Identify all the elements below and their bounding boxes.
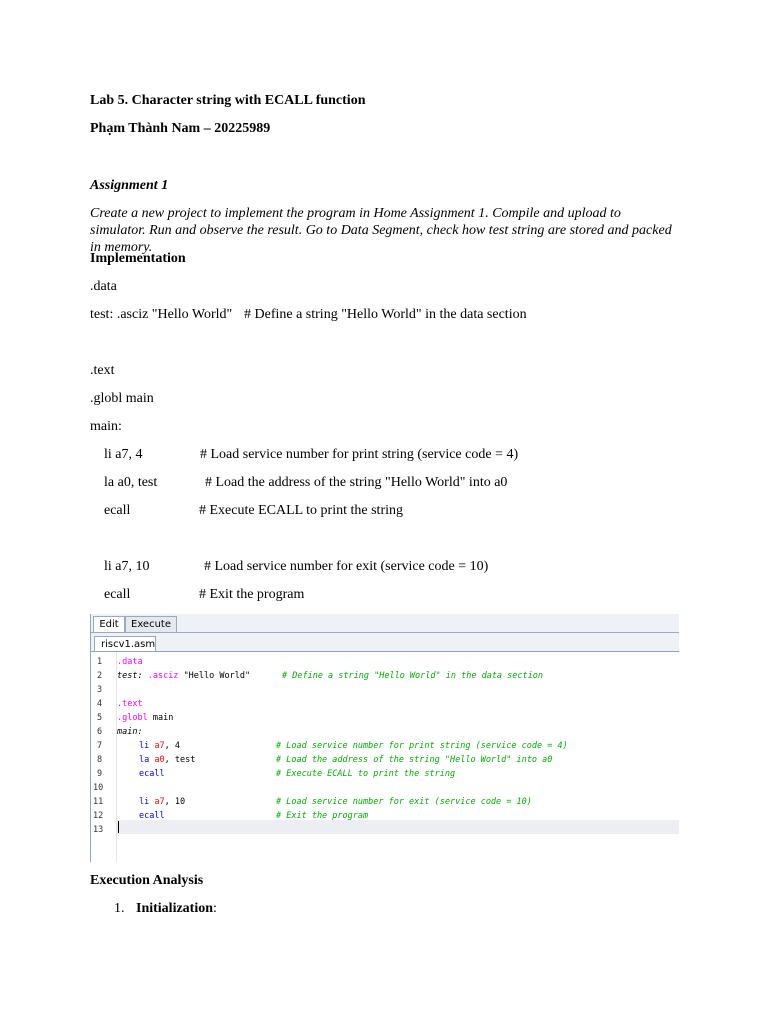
- label: main:: [117, 727, 143, 737]
- code-comment: # Load service number for print string (service code = 4): [200, 447, 519, 462]
- instruction: li: [139, 797, 150, 807]
- text-caret: [118, 821, 119, 833]
- instruction: ecall: [139, 769, 165, 779]
- code-comment: # Load the address of the string "Hello World" into a0: [205, 475, 508, 490]
- list-item-number: 1.: [114, 901, 125, 916]
- current-line-highlight: [117, 820, 679, 834]
- line-number: 4: [97, 699, 103, 709]
- line-number: 7: [97, 741, 103, 751]
- implementation-heading: Implementation: [90, 251, 186, 266]
- directive: .globl: [117, 713, 148, 723]
- code-line: .data: [90, 279, 117, 294]
- editor-comment: # Load service number for print string (service code = 4): [276, 741, 568, 751]
- editor-comment: # Exit the program: [276, 811, 369, 821]
- editor-comment: # Define a string "Hello World" in the data section: [282, 671, 543, 681]
- tab-edit[interactable]: Edit: [93, 616, 125, 632]
- editor-code-line: [139, 809, 165, 823]
- editor-comment: # Load the address of the string "Hello World" into a0: [276, 755, 553, 765]
- editor-code-line: [139, 795, 185, 809]
- editor-code-line: [117, 711, 173, 725]
- editor-comment: # Load service number for exit (service code = 10): [276, 797, 532, 807]
- line-number: 6: [97, 727, 103, 737]
- code-line: ecall: [104, 503, 131, 518]
- code-line: .globl main: [90, 391, 154, 406]
- code-comment: # Define a string "Hello World" in the data section: [244, 307, 527, 322]
- tab-execute[interactable]: Execute: [125, 616, 177, 632]
- line-number: 10: [93, 783, 104, 793]
- directive: .text: [117, 699, 143, 709]
- editor-tabbar: [91, 614, 679, 633]
- code-line: la a0, test: [104, 475, 158, 490]
- assignment-heading: Assignment 1: [90, 178, 169, 193]
- register: a7: [154, 741, 165, 751]
- file-tabbar: [91, 633, 679, 652]
- editor-code-line: [117, 697, 143, 711]
- operand: , 4: [164, 741, 180, 751]
- author-line: Phạm Thành Nam – 20225989: [90, 121, 271, 136]
- directive: .data: [117, 657, 143, 667]
- lab-title: Lab 5. Character string with ECALL function: [90, 93, 366, 108]
- editor-code-line: [139, 767, 165, 781]
- code-line: test: .asciz "Hello World": [90, 307, 233, 322]
- line-number: 13: [93, 825, 104, 835]
- line-number: 1: [97, 657, 103, 667]
- string-literal: "Hello World": [183, 671, 251, 681]
- label: test:: [117, 671, 143, 681]
- register: a0: [154, 755, 165, 765]
- editor-screenshot: [90, 614, 679, 862]
- code-line: .text: [90, 363, 115, 378]
- line-number: 11: [93, 797, 104, 807]
- file-tab[interactable]: riscv1.asm: [94, 636, 156, 651]
- execution-heading: Execution Analysis: [90, 873, 204, 888]
- editor-code-line: [117, 669, 250, 683]
- instruction: la: [139, 755, 150, 765]
- editor-code-line: [139, 739, 180, 753]
- line-number: 9: [97, 769, 103, 779]
- operand: main: [152, 713, 174, 723]
- line-number: 5: [97, 713, 103, 723]
- code-comment: # Execute ECALL to print the string: [199, 503, 403, 518]
- instruction: li: [139, 741, 150, 751]
- editor-comment: # Execute ECALL to print the string: [276, 769, 456, 779]
- line-number: 2: [97, 671, 103, 681]
- operand: , 10: [164, 797, 186, 807]
- code-line: li a7, 10: [104, 559, 150, 574]
- assignment-text: Create a new project to implement the program in Home Assignment 1. Compile and upload to simulator. Run and observe the result. Go to Data Segment, check how test string are stored and packed in memory.: [90, 206, 672, 255]
- editor-code-line: [117, 655, 143, 669]
- editor-code-line: [117, 725, 143, 739]
- line-number: 3: [97, 685, 103, 695]
- directive: .asciz: [147, 671, 179, 681]
- code-line: main:: [90, 419, 122, 434]
- instruction: ecall: [139, 811, 165, 821]
- operand: , test: [164, 755, 196, 765]
- editor-code-line: [139, 753, 195, 767]
- code-line: li a7, 4: [104, 447, 143, 462]
- register: a7: [154, 797, 165, 807]
- line-number-gutter: [91, 652, 117, 862]
- list-item-suffix: :: [213, 901, 217, 916]
- list-item-title: Initialization: [136, 901, 214, 916]
- code-comment: # Load service number for exit (service code = 10): [204, 559, 489, 574]
- line-number: 12: [93, 811, 104, 821]
- list-item: [136, 900, 217, 918]
- code-line: ecall: [104, 587, 131, 602]
- code-comment: # Exit the program: [199, 587, 305, 602]
- line-number: 8: [97, 755, 103, 765]
